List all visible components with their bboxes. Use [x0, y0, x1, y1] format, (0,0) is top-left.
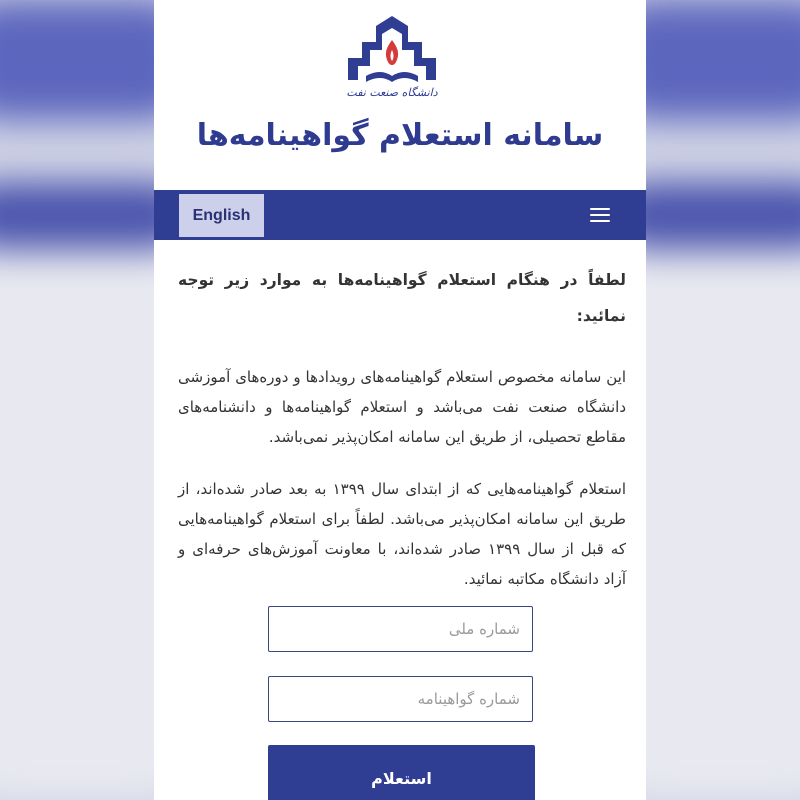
university-logo: [344, 14, 440, 106]
inquiry-submit-button[interactable]: [268, 745, 535, 800]
certificate-number-input[interactable]: [268, 676, 533, 722]
notice-heading: لطفاً در هنگام استعلام گواهینامه‌ها به موارد زیر توجه نمائید:: [178, 271, 626, 325]
notice-paragraph-2: استعلام گواهینامه‌هایی که از ابتدای سال ۱۳۹۹ به بعد صادر شده‌اند، از طریق این سامانه امکان‌پذیر می‌باشد. لطفاً برای استعلام گواهینامه‌هایی که قبل از سال ۱۳۹۹ صادر شده‌اند، با معاونت آموزش‌های حرفه‌ای و آزاد دانشگاه مکاتبه نمائید.: [178, 480, 627, 588]
national-id-input[interactable]: [268, 606, 533, 652]
logo-text: دانشگاه صنعت نفت: [346, 86, 438, 99]
notice-paragraph-1: این سامانه مخصوص استعلام گواهینامه‌های رویدادها و دوره‌های آموزشی دانشگاه صنعت نفت می‌باشد و استعلام گواهینامه‌ها و دانشنامه‌های مقاطع تحصیلی، از طریق این سامانه امکان‌پذیر نمی‌باشد.: [178, 368, 626, 446]
navbar: [154, 190, 646, 240]
submit-label: استعلام: [371, 769, 432, 788]
hamburger-menu-icon[interactable]: [586, 204, 616, 226]
page: [154, 0, 646, 800]
site-title: سامانه استعلام گواهینامه‌ها: [196, 118, 604, 153]
notice-content: [178, 262, 626, 616]
english-language-button[interactable]: English: [179, 194, 264, 237]
